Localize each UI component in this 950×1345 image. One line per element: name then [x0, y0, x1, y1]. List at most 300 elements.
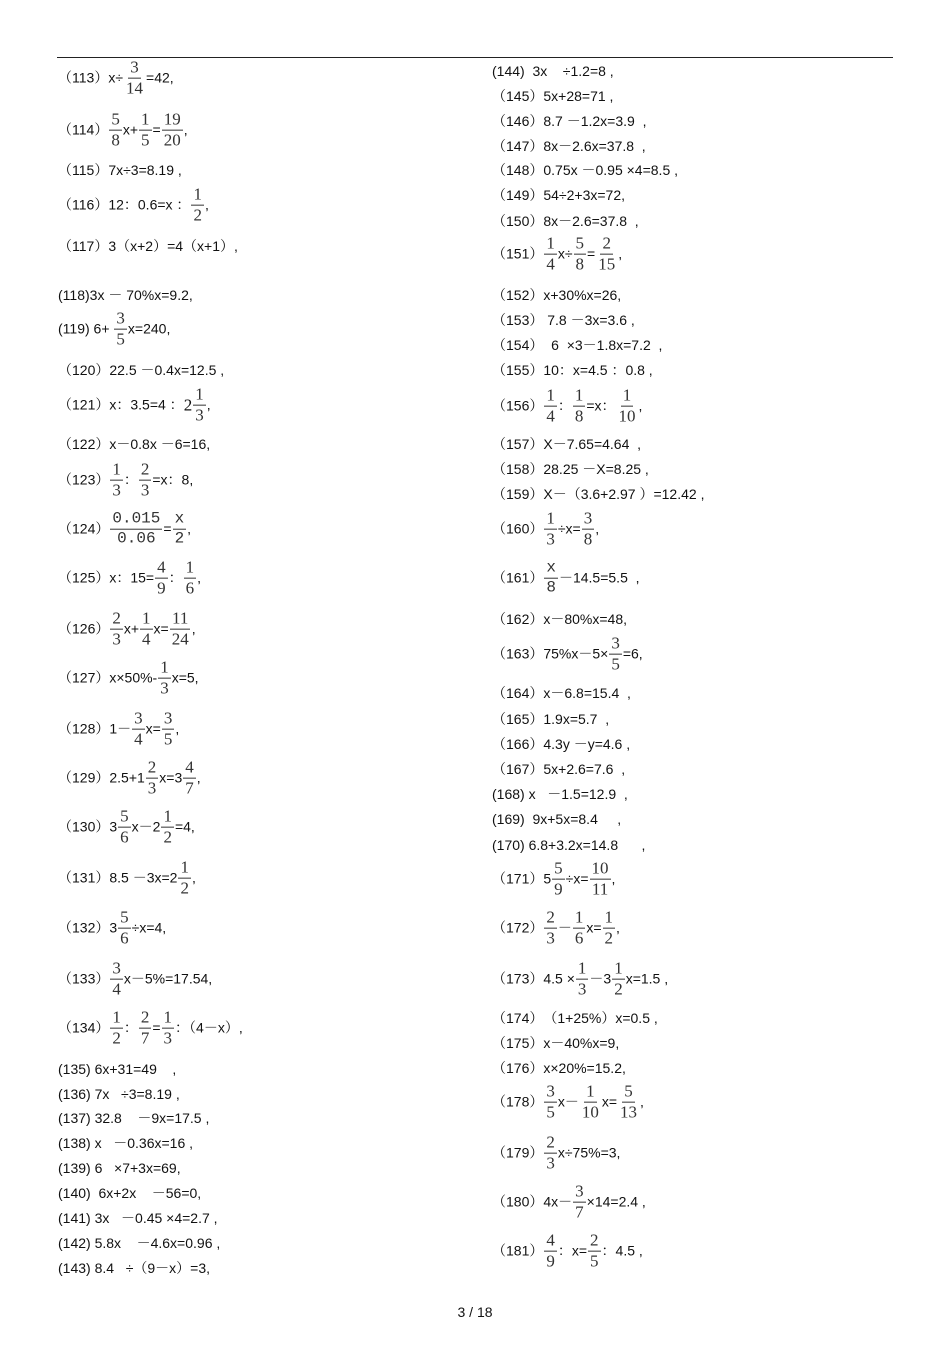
problem-number: （155）	[492, 362, 544, 378]
fraction-numerator: 1	[185, 557, 195, 577]
equation-text: =	[152, 122, 161, 138]
fraction-numerator: 5	[554, 858, 563, 878]
problem-number: （154）	[492, 337, 544, 353]
problem-number: (144)	[492, 63, 525, 79]
equation-text: x－	[557, 1094, 579, 1110]
problem-number: （147）	[492, 138, 544, 154]
fraction-numerator: 3	[575, 1181, 584, 1201]
problem-number: （173）	[492, 971, 544, 987]
problem-number: (168)	[492, 786, 525, 802]
problem-number: (118)	[58, 287, 90, 303]
fraction-denominator: 20	[163, 130, 181, 150]
equation-text: 4.5 ×	[543, 971, 575, 987]
problem-row	[58, 310, 170, 349]
problem-row	[58, 909, 166, 948]
equation	[109, 759, 200, 798]
problem-row	[492, 338, 662, 352]
problem-number: （148）	[492, 162, 544, 178]
fraction	[580, 1083, 601, 1122]
fraction	[617, 387, 638, 426]
problem-number: （156）	[492, 398, 544, 414]
fraction-numerator: 3	[130, 57, 139, 77]
fraction-numerator: 1	[180, 857, 189, 877]
fraction-denominator: 2	[193, 205, 202, 225]
equation	[109, 808, 194, 847]
problem-row	[492, 462, 649, 476]
equation-text: x=1.5 ,	[625, 971, 669, 987]
equation-text: 3	[109, 819, 118, 835]
equation	[109, 559, 201, 598]
equation-text: ：	[557, 398, 572, 414]
fraction	[118, 808, 131, 847]
equation-text: X－（3.6+2.97 ）=12.42 ,	[543, 486, 705, 502]
equation-text: 32.8 －9x=17.5 ,	[90, 1110, 210, 1126]
fraction	[139, 461, 152, 500]
equation-text: －14.5=5.5 ,	[558, 570, 640, 586]
fraction	[573, 909, 586, 948]
problem-number: （165）	[492, 711, 544, 727]
problem-row	[58, 859, 196, 898]
problem-number: (119)	[58, 321, 90, 337]
fraction	[158, 659, 171, 698]
problem-row	[58, 1211, 218, 1225]
problem-row	[492, 214, 639, 228]
equation-text: =6,	[622, 646, 643, 662]
equation-text: ,	[595, 521, 600, 537]
equation-text: x×20%=15.2,	[543, 1060, 626, 1076]
equation	[91, 1236, 221, 1250]
equation	[109, 511, 191, 548]
equation-text: （1+25%）x=0.5 ,	[543, 1010, 658, 1026]
fraction-denominator: 14	[126, 78, 144, 98]
equation-text: x+30%x=26,	[543, 287, 622, 303]
fraction	[618, 1083, 639, 1122]
equation	[543, 235, 622, 274]
problem-row	[58, 163, 182, 177]
fraction-numerator: 2	[590, 1230, 599, 1250]
problem-row	[492, 89, 613, 103]
fraction-denominator: 8	[546, 578, 556, 597]
fraction	[173, 511, 187, 548]
fraction-numerator: 1	[112, 1007, 121, 1027]
equation-text: x÷	[557, 246, 573, 262]
fraction	[574, 235, 587, 274]
problem-number: （159）	[492, 486, 544, 502]
fraction-numerator: 5	[111, 109, 120, 129]
equation-text: 6x+2x －56=0,	[90, 1185, 202, 1201]
equation	[109, 859, 196, 898]
fraction	[573, 1183, 586, 1222]
fraction-numerator: 0.015	[112, 509, 161, 528]
problem-row	[492, 612, 627, 626]
fraction-denominator: 2	[112, 1028, 121, 1048]
problem-row	[492, 838, 645, 852]
problem-number: (170)	[492, 837, 525, 853]
equation-text: ,	[206, 397, 211, 413]
fraction	[110, 1009, 123, 1048]
equation-text: 7x÷3=8.19 ,	[108, 162, 182, 178]
fraction-numerator: 1	[546, 508, 555, 528]
problem-number: （129）	[58, 770, 110, 786]
problem-number: （152）	[492, 287, 544, 303]
equation-text: ,	[204, 197, 209, 213]
problem-number: （150）	[492, 213, 544, 229]
fraction-denominator: 4	[134, 729, 143, 749]
header-rule	[57, 57, 893, 58]
fraction-denominator: 3	[140, 480, 150, 500]
problem-number: (137)	[58, 1110, 91, 1126]
fraction-denominator: 3	[577, 979, 587, 999]
fraction-numerator: 3	[163, 708, 173, 728]
fraction	[139, 111, 152, 150]
equation	[525, 787, 628, 801]
fraction-numerator: 2	[602, 233, 611, 253]
equation-text: 7.8 －3x=3.6 ,	[543, 312, 635, 328]
problem-row	[58, 1136, 193, 1150]
equation	[543, 1036, 619, 1050]
problem-number: （123）	[58, 472, 110, 488]
problem-row	[492, 1036, 619, 1050]
problem-row	[58, 1009, 243, 1048]
equation	[543, 737, 630, 751]
equation-text: 3（x+2）=4（x+1）,	[108, 238, 238, 254]
equation-text: 8x－2.6x=37.8 ,	[543, 138, 646, 154]
problem-number: （181）	[492, 1243, 544, 1259]
problem-number: （113）	[58, 70, 109, 86]
equation-text: x=	[153, 621, 169, 637]
problem-row	[492, 1183, 646, 1222]
fraction-denominator: 5	[611, 654, 620, 674]
equation-text: 5x+2.6=7.6 ,	[543, 761, 626, 777]
problem-number: （117）	[58, 238, 109, 254]
problem-number: （122）	[58, 436, 110, 452]
equation-text: 28.25 －X=8.25 ,	[543, 461, 649, 477]
fraction-numerator: 4	[157, 557, 166, 577]
fraction-numerator: 3	[611, 633, 620, 653]
fraction-denominator: 4	[142, 629, 151, 649]
problem-number: （120）	[58, 362, 110, 378]
fraction-denominator: 3	[163, 1028, 173, 1048]
equation-text: 10：x=4.5 ：0.8 ,	[543, 362, 653, 378]
fraction	[170, 610, 191, 649]
equation-text: x=5,	[171, 670, 199, 686]
equation-text: 8.4 ÷（9－x）=3,	[90, 1260, 211, 1276]
problem-number: （174）	[492, 1010, 544, 1026]
fraction	[183, 759, 196, 798]
problem-number: （178）	[492, 1094, 544, 1110]
equation	[543, 1061, 626, 1075]
problem-row	[492, 188, 625, 202]
equation-text: 8x－2.6=37.8 ,	[543, 213, 639, 229]
fraction-denominator: 4	[546, 254, 555, 274]
fraction-numerator: 1	[577, 958, 587, 978]
fraction-numerator: 5	[120, 907, 129, 927]
fraction-numerator: 10	[591, 858, 609, 878]
problem-row	[492, 139, 646, 153]
fraction-numerator: 2	[546, 907, 555, 927]
fraction	[124, 59, 145, 98]
problem-number: （127）	[58, 670, 110, 686]
fraction-denominator: 5	[141, 130, 150, 150]
equation-text: ：（4－x）,	[175, 1020, 243, 1036]
equation-text: x：3.5=4 ：	[109, 397, 184, 413]
equation	[90, 288, 193, 302]
problem-number: （179）	[492, 1145, 544, 1161]
problem-number: （116）	[58, 197, 109, 213]
fraction-denominator: 8	[575, 254, 585, 274]
problem-row	[492, 635, 643, 674]
fraction-numerator: 5	[120, 806, 129, 826]
problem-row	[492, 363, 653, 377]
equation-text: x：15=	[109, 570, 155, 586]
fraction-numerator: 5	[575, 233, 585, 253]
fraction	[139, 1009, 152, 1048]
equation-text: ,	[640, 1094, 644, 1110]
equation	[91, 1186, 202, 1200]
problem-row	[492, 960, 668, 999]
fraction-denominator: 2	[174, 529, 185, 548]
equation	[108, 59, 173, 98]
fraction	[544, 510, 557, 549]
fraction-numerator: 2	[112, 608, 121, 628]
fraction-denominator: 11	[591, 879, 609, 899]
equation-text: ,	[196, 770, 201, 786]
equation-text: ,	[638, 398, 643, 414]
problem-number: （124）	[58, 521, 110, 537]
problem-row	[492, 560, 640, 597]
problem-row	[492, 288, 621, 302]
problem-row	[492, 812, 621, 826]
equation	[543, 487, 704, 501]
problem-number: （115）	[58, 162, 109, 178]
equation	[543, 139, 645, 153]
fraction	[162, 1009, 175, 1048]
equation-text: x=3	[159, 770, 183, 786]
problem-number: （167）	[492, 761, 544, 777]
fraction	[155, 559, 168, 598]
problem-row	[492, 1232, 643, 1271]
problem-row	[58, 288, 193, 302]
fraction	[544, 1134, 557, 1173]
equation-text: ,	[618, 246, 623, 262]
fraction-numerator: 1	[193, 184, 202, 204]
fraction-numerator: 1	[574, 385, 584, 405]
fraction	[110, 511, 162, 548]
fraction-denominator: 5	[546, 1102, 555, 1122]
problem-number: （166）	[492, 736, 544, 752]
equation-text: 6x+31=49 ,	[90, 1061, 177, 1077]
fraction-numerator: 1	[622, 385, 632, 405]
equation-text: 5x+28=71 ,	[543, 88, 614, 104]
problem-row	[492, 860, 615, 899]
fraction-numerator: 4	[546, 1230, 555, 1250]
fraction-denominator: 2	[614, 979, 623, 999]
fraction-denominator: 3	[195, 405, 204, 425]
fraction	[603, 909, 616, 948]
equation-text: x×50%-	[109, 670, 158, 686]
equation	[108, 186, 209, 225]
equation-text: =4,	[174, 819, 195, 835]
equation-text: 22.5 －0.4x=12.5 ,	[109, 362, 225, 378]
equation	[91, 1211, 218, 1225]
fraction-denominator: 9	[157, 578, 166, 598]
fraction-denominator: 5	[590, 1251, 599, 1271]
fraction-denominator: 9	[546, 1251, 555, 1271]
fraction	[162, 710, 175, 749]
equation	[543, 1183, 645, 1222]
fraction-numerator: 3	[583, 508, 593, 528]
equation	[525, 64, 614, 78]
fraction-denominator: 3	[147, 778, 157, 798]
problem-number: （171）	[492, 871, 544, 887]
problem-row	[492, 387, 642, 426]
fraction	[544, 560, 558, 597]
fraction-denominator: 3	[112, 629, 121, 649]
problem-number: （175）	[492, 1035, 544, 1051]
problem-number: （128）	[58, 721, 110, 737]
equation-text: X－7.65=4.64 ,	[543, 436, 642, 452]
fraction	[588, 1232, 601, 1271]
fraction	[596, 235, 617, 274]
equation-text: x－0.8x －6=16,	[109, 436, 211, 452]
fraction	[576, 960, 589, 999]
equation-text: 1.9x=5.7 ,	[543, 711, 610, 727]
problem-number: （146）	[492, 113, 544, 129]
equation-text: 12：0.6=x ：	[108, 197, 191, 213]
fraction-denominator: 3	[546, 529, 555, 549]
equation-text: x=	[586, 920, 602, 936]
fraction-denominator: 5	[116, 329, 125, 349]
equation	[543, 560, 639, 597]
problem-number: （133）	[58, 971, 110, 987]
equation-text: 3x ÷1.2=8 ,	[524, 63, 614, 79]
problem-row	[58, 1236, 220, 1250]
problem-number: （153）	[492, 312, 544, 328]
equation-text: x －0.36x=16 ,	[90, 1135, 194, 1151]
equation	[109, 710, 179, 749]
problem-row	[58, 363, 224, 377]
problem-number: （132）	[58, 920, 110, 936]
problem-row	[492, 64, 614, 78]
equation-text: x=	[145, 721, 161, 737]
fraction	[118, 909, 131, 948]
equation	[108, 111, 187, 150]
problem-number: (135)	[58, 1061, 91, 1077]
equation-text: =	[152, 1020, 161, 1036]
equation-text: x+	[122, 122, 139, 138]
problem-row	[58, 1261, 210, 1275]
problem-row	[492, 313, 635, 327]
equation	[90, 310, 171, 349]
equation-text: 3x － 70%x=9.2,	[89, 287, 193, 303]
fraction-numerator: 2	[546, 1132, 555, 1152]
fraction-denominator: 10	[618, 406, 636, 426]
equation	[108, 239, 238, 253]
problem-row	[492, 114, 646, 128]
fraction-denominator: 6	[574, 928, 584, 948]
equation	[543, 387, 642, 426]
fraction	[114, 310, 127, 349]
fraction	[590, 860, 611, 899]
equation-text: 8.5 －3x=2	[109, 870, 178, 886]
fraction-denominator: 13	[620, 1102, 638, 1122]
problem-row	[58, 710, 179, 749]
equation	[543, 1011, 657, 1025]
problem-row	[58, 461, 193, 500]
equation-text: 4.3y －y=4.6 ,	[543, 736, 631, 752]
fraction	[184, 559, 197, 598]
fraction	[110, 461, 123, 500]
equation-text: 54÷2+3x=72,	[543, 187, 626, 203]
equation-text: x=	[601, 1094, 618, 1110]
equation	[91, 1087, 180, 1101]
fraction-numerator: 11	[172, 608, 189, 628]
equation	[543, 313, 634, 327]
problem-row	[58, 437, 210, 451]
fraction-denominator: 3	[160, 678, 169, 698]
equation-text: 6 ×3－1.8x=7.2 ,	[543, 337, 663, 353]
equation-text: 5	[543, 871, 552, 887]
fraction-denominator: 4	[112, 979, 121, 999]
problem-number: （151）	[492, 246, 544, 262]
fraction-denominator: 5	[163, 729, 173, 749]
equation	[543, 89, 613, 103]
problem-number: （158）	[492, 461, 544, 477]
equation-text: x+	[123, 621, 140, 637]
fraction-numerator: 2	[140, 1007, 150, 1027]
equation	[91, 1062, 177, 1076]
fraction-numerator: 3	[134, 708, 143, 728]
fraction-denominator: 6	[120, 827, 129, 847]
equation-text: 75%x－5×	[543, 646, 609, 662]
fraction-numerator: 1	[141, 109, 150, 129]
fraction	[609, 635, 622, 674]
equation-text: x÷75%=3,	[557, 1145, 621, 1161]
equation	[543, 114, 646, 128]
fraction-denominator: 6	[120, 928, 129, 948]
equation-text: 8.7 －1.2x=3.9 ,	[543, 113, 647, 129]
equation	[109, 437, 210, 451]
problem-number: （172）	[492, 920, 544, 936]
equation	[543, 635, 642, 674]
problem-number: （131）	[58, 870, 110, 886]
fraction-denominator: 3	[546, 928, 555, 948]
equation	[543, 860, 615, 899]
equation	[91, 1161, 181, 1175]
fraction-numerator: x	[546, 558, 556, 577]
equation-text: ÷x=	[557, 521, 581, 537]
fraction	[161, 808, 174, 847]
equation	[109, 386, 210, 425]
problem-row	[58, 808, 195, 847]
problem-number: （125）	[58, 570, 110, 586]
equation-text: ,	[183, 122, 188, 138]
fraction-denominator: 10	[581, 1102, 599, 1122]
equation-text: x÷	[108, 70, 124, 86]
equation-text: 4x－	[543, 1194, 573, 1210]
equation-text: －3	[589, 971, 612, 987]
fraction-denominator: 7	[575, 1202, 584, 1222]
problem-number: (138)	[58, 1135, 91, 1151]
equation-text: =x：8,	[152, 472, 194, 488]
fraction	[191, 186, 204, 225]
equation	[109, 960, 212, 999]
problem-row	[492, 1134, 620, 1173]
equation-text: x－5%=17.54,	[123, 971, 213, 987]
problem-row	[58, 239, 238, 253]
problem-number: (140)	[58, 1185, 91, 1201]
equation-text: ,	[175, 721, 180, 737]
